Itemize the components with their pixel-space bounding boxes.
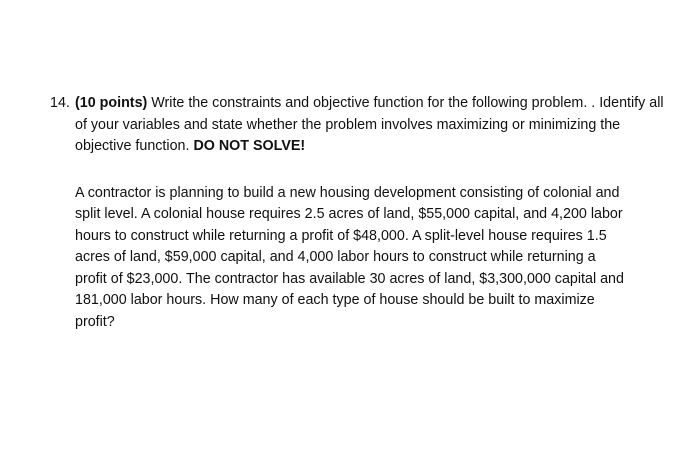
problem-line: split level. A colonial house requires 2.5 acres of land, $55,000 capital, and 4,200 labor <box>75 206 623 222</box>
instruction-line-text: objective function. <box>75 138 190 154</box>
instruction-line <box>75 136 664 158</box>
question-number: 14. <box>50 95 70 111</box>
problem-line: 181,000 labor hours. How many of each type of house should be built to maximize <box>75 292 595 308</box>
instruction-line <box>75 93 664 115</box>
problem-line: A contractor is planning to build a new housing development consisting of colonial and <box>75 184 620 201</box>
instruction-line: of your variables and state whether the problem involves maximizing or minimizing the <box>75 116 621 133</box>
problem-line: profit? <box>75 313 115 330</box>
do-not-solve-label: DO NOT SOLVE! <box>193 138 306 154</box>
problem-line: acres of land, $59,000 capital, and 4,000 labor hours to construct while returning a <box>75 249 596 265</box>
problem-statement <box>75 183 655 334</box>
problem-line: profit of $23,000. The contractor has available 30 acres of land, $3,300,000 capital and <box>75 270 624 287</box>
points-label: (10 points) <box>75 95 148 111</box>
problem-line: hours to construct while returning a profit of $48,000. A split-level house requires 1.5 <box>75 227 607 244</box>
question-block <box>50 93 664 333</box>
instruction-line-text: Write the constraints and objective function for the following problem. . Identify all <box>151 95 664 111</box>
question-instruction <box>74 93 664 158</box>
question-header <box>50 93 664 158</box>
